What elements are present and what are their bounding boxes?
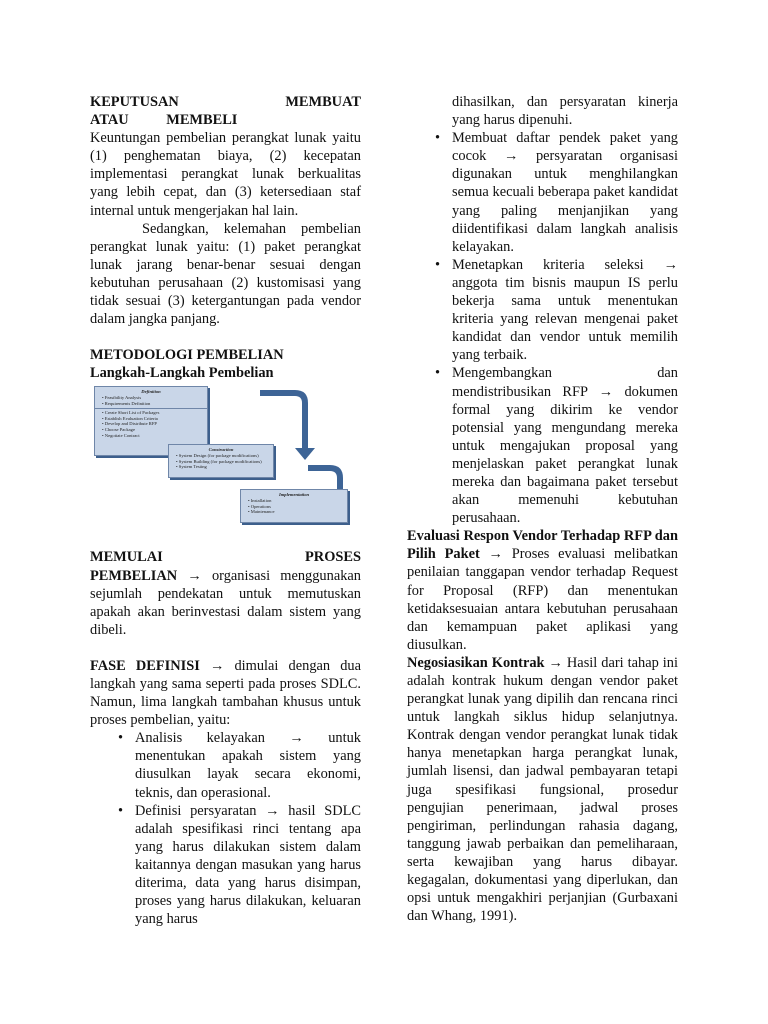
text-negosiasi: → Hasil dari tahap ini adalah kontrak hukum dengan vendor paket perangkat lunak yang dipilih dan rencana rinci untuk langkah siklus hidup selanjutnya. Kontrak dengan vendor perangkat lunak tidak hanya menetapkan harga perangkat lunak, jumlah lisensi, dan jadwal pembayaran tetapi juga spesifikasi fungsional, prosedur pengujian penerimaan, jadwal proses pengiriman, perlindungan rahasia dagang, tanggung jawab perbaikan dan pemeliharaan, serta kewajiban yang harus dibayar. kegagalan, dokumentasi yang diperlukan, dan opsi untuk mengakhiri perjanjian (Gurbaxani dan Whang, 1991).: [407, 654, 678, 925]
construction-item: • System Testing: [176, 464, 207, 470]
heading-evaluasi: Evaluasi Respon Vendor Terhadap RFP dan Pilih Paket: [407, 528, 678, 563]
para-memulai: [90, 548, 361, 638]
heading-negosiasi: Negosiasikan Kontrak: [407, 654, 545, 671]
text-fase-definisi: → dimulai dengan dua langkah yang sama seperti pada proses SDLC. Namun, lima langkah tambahan khusus untuk proses pembelian, yaitu:: [90, 657, 361, 729]
definition-item: • Develop and Distribute RFP: [102, 421, 157, 427]
construction-box: [168, 444, 274, 478]
list-item: • Menetapkan kriteria seleksi → anggota tim bisnis maupun IS perlu bekerja sama untuk menentukan kriteria yang relevan mengenai paket kandidat dan vendor untuk memilih yang terbaik.: [452, 256, 678, 365]
right-column: [407, 93, 678, 925]
implementation-box: [240, 489, 348, 523]
heading-fase-definisi: FASE DEFINISI: [90, 657, 200, 674]
para-keuntungan: Keuntungan pembelian perangkat lunak yaitu (1) penghematan biaya, (2) kecepatan implementasi perangkat lunak berkualitas yang lebih cepat, dan (3) ketersediaan staf internal untuk mengerjakan hal lain.: [90, 130, 361, 219]
heading-keputusan: KEPUTUSAN MEMBUAT ATAU MEMBELI: [90, 94, 361, 129]
construction-item: • System Design (for package modifications): [176, 453, 259, 458]
para-fase-definisi: [90, 657, 361, 729]
definition-item: • Negotiate Contract: [102, 432, 140, 438]
heading-metodologi: METODOLOGI PEMBELIAN: [90, 347, 284, 364]
implementation-item: • Installation: [248, 498, 272, 503]
definition-title: Definition: [141, 389, 161, 395]
implementation-title: Implementation: [278, 492, 310, 498]
text-evaluasi: → Proses evaluasi melibatkan penilaian tanggapan vendor terhadap Request for Proposal (RFP) dan menentukan ketidaksesuaian antara kebutuhan perusahaan dan kemampuan paket aplikasi yang diusulkan.: [407, 546, 678, 653]
definition-item: • Feasibility Analysis: [102, 395, 142, 400]
para-kelemahan: Sedangkan, kelemahan pembelian perangkat lunak yaitu: (1) paket perangkat lunak jarang benar-benar sesuai dengan kebutuhan perusahaan (2) kustomisasi yang tidak sesuai (3) ketergantungan pada vendor dalam jangka panjang.: [90, 220, 361, 328]
construction-item: • System Building (for package modifications): [176, 458, 262, 464]
text-memulai: → organisasi menggunakan sejumlah pendekatan untuk memutuskan apakah akan berinvestasi dalam sistem yang dibeli.: [90, 567, 361, 638]
para-evaluasi: [407, 527, 678, 654]
definition-item: • Choose Package: [102, 426, 135, 432]
heading-memulai: MEMULAI PROSES PEMBELIAN: [90, 549, 361, 584]
list-item-continued: dihasilkan, dan persyaratan kinerja yang harus dipenuhi.: [452, 94, 678, 129]
heading-langkah: Langkah-Langkah Pembelian: [90, 365, 274, 382]
construction-title: Construction: [208, 447, 234, 453]
implementation-item: • Maintenance: [248, 509, 275, 515]
list-item: • Membuat daftar pendek paket yang cocok → persyaratan organisasi digunakan untuk menghilangkan semua kecuali beberapa paket kandidat yang paling menjanjikan yang diidentifikasi dalam langkah analisis kelayakan.: [452, 129, 678, 256]
list-item: • Definisi persyaratan → hasil SDLC adalah spesifikasi rinci tentang apa yang harus dilakukan sistem dalam kaitannya dengan masukan yang harus diterima, data yang harus disimpan, proses yang harus dilakukan, keluaran yang harus: [135, 802, 361, 929]
implementation-item: • Operations: [248, 503, 271, 509]
definition-item: • Establish Evaluation Criteria: [102, 415, 158, 421]
continued-list: [407, 93, 678, 527]
list-item: • Analisis kelayakan → untuk menentukan apakah sistem yang diusulkan layak secara ekonomi, teknis, dan operasional.: [135, 729, 361, 801]
fase-definisi-list: [90, 729, 361, 928]
definition-item: • Requirements Definition: [102, 400, 151, 406]
purchase-steps-diagram: [90, 384, 361, 534]
list-item: • Mengembangkan dan mendistribusikan RFP → dokumen formal yang dikirim ke vendor potensial yang mengundang mereka untuk mengajukan proposal yang menjelaskan paket perangkat lunak mereka dan bagaimana paket tersebut akan memenuhi kebutuhan perusahaan.: [452, 364, 678, 527]
definition-item: • Create Short List of Packages: [102, 410, 160, 416]
para-negosiasi: [407, 654, 678, 925]
left-column: [90, 93, 361, 928]
